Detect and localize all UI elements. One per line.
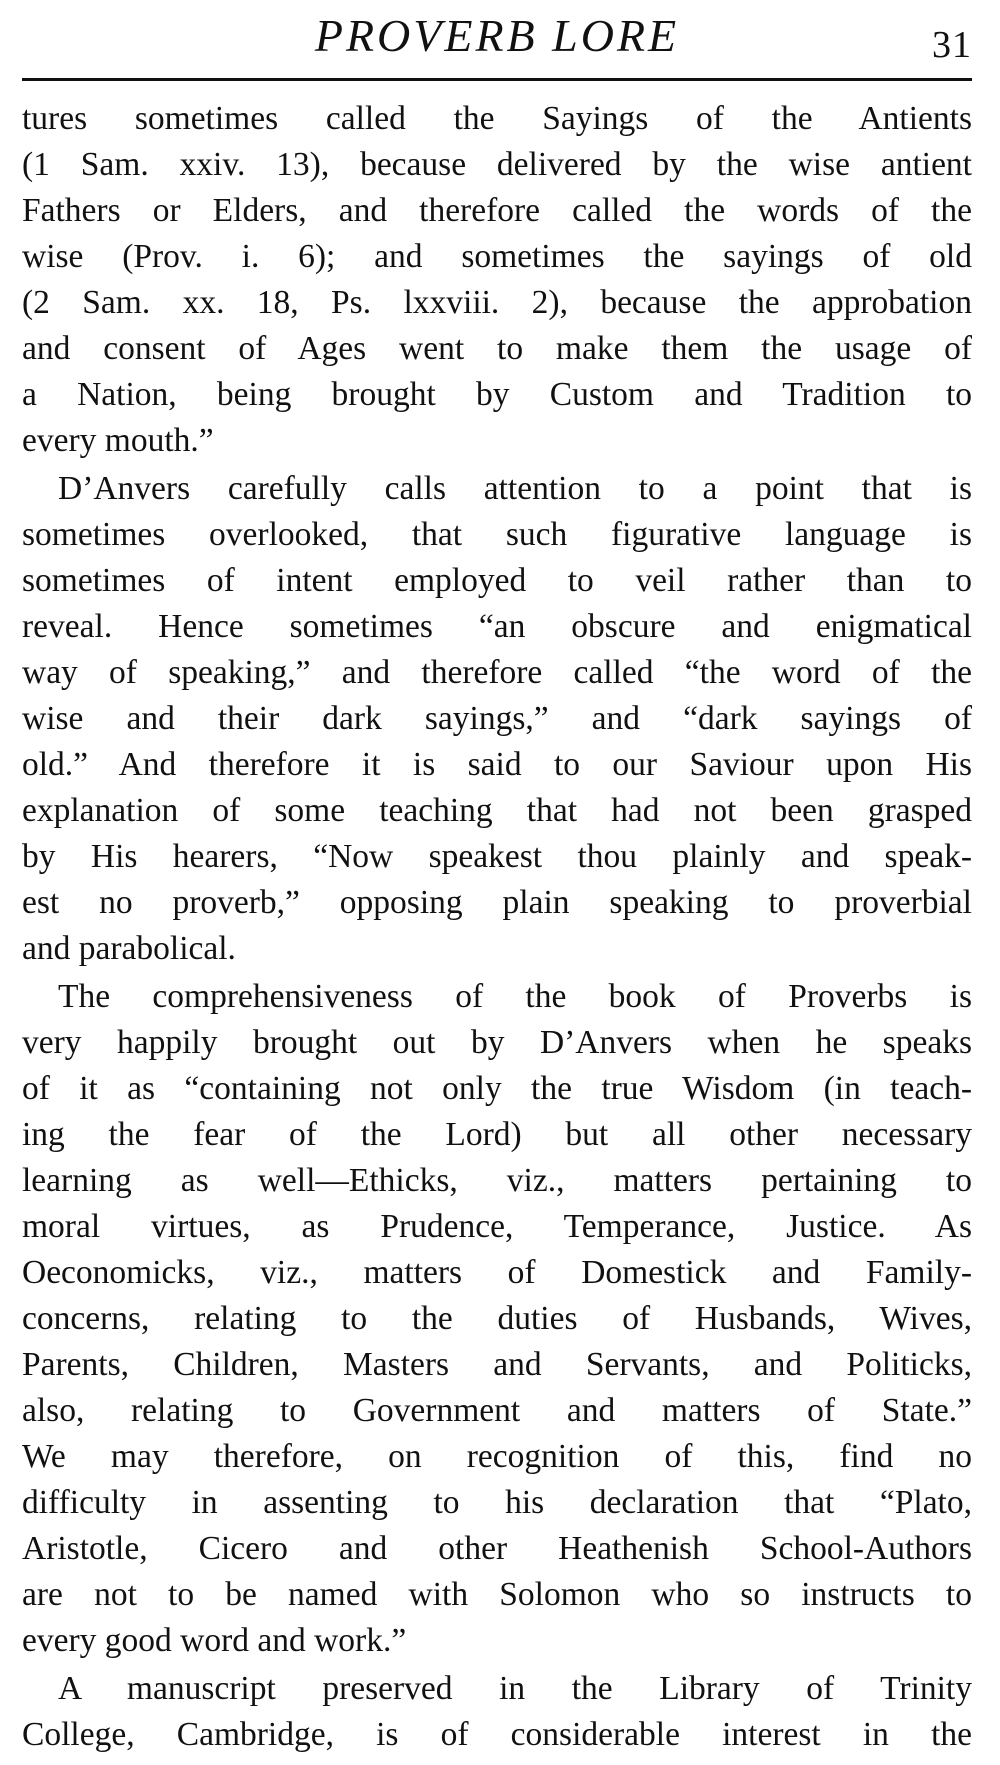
text-line: explanation of some teaching that had not been grasped — [22, 792, 972, 829]
text-line: We may therefore, on recognition of this, find no — [22, 1438, 972, 1475]
paragraph — [22, 466, 972, 972]
paragraph — [22, 96, 972, 464]
text-line: wise (Prov. i. 6); and sometimes the sayings of old — [22, 238, 972, 275]
text-line: Parents, Children, Masters and Servants, and Politicks, — [22, 1346, 972, 1383]
text-line: very happily brought out by D’Anvers when he speaks — [22, 1024, 972, 1061]
header-rule — [22, 78, 972, 81]
text-line: Aristotle, Cicero and other Heathenish School-Authors — [22, 1530, 972, 1567]
text-line: of it as “containing not only the true Wisdom (in teach- — [22, 1070, 972, 1107]
text-line: old.” And therefore it is said to our Saviour upon His — [22, 746, 972, 783]
text-line: learning as well—Ethicks, viz., matters pertaining to — [22, 1162, 972, 1199]
page-number: 31 — [932, 24, 972, 66]
text-line: difficulty in assenting to his declaration that “Plato, — [22, 1484, 972, 1521]
text-line: Oeconomicks, viz., matters of Domestick and Family- — [22, 1254, 972, 1291]
text-line: way of speaking,” and therefore called “the word of the — [22, 654, 972, 691]
body-text — [22, 96, 972, 1758]
text-line: and parabolical. — [22, 930, 236, 967]
text-line: by His hearers, “Now speakest thou plainly and speak- — [22, 838, 972, 875]
text-line: moral virtues, as Prudence, Temperance, Justice. As — [22, 1208, 972, 1245]
text-line: are not to be named with Solomon who so instructs to — [22, 1576, 972, 1613]
text-line: sometimes of intent employed to veil rather than to — [22, 562, 972, 599]
running-head — [22, 6, 972, 76]
running-title: PROVERB LORE — [314, 10, 680, 61]
text-line: wise and their dark sayings,” and “dark sayings of — [22, 700, 972, 737]
text-line: every good word and work.” — [22, 1622, 407, 1659]
text-line: concerns, relating to the duties of Husbands, Wives, — [22, 1300, 972, 1337]
text-line: Fathers or Elders, and therefore called the words of the — [22, 192, 972, 229]
text-line: sometimes overlooked, that such figurative language is — [22, 516, 972, 553]
text-line: reveal. Hence sometimes “an obscure and enigmatical — [22, 608, 972, 645]
text-line: ing the fear of the Lord) but all other necessary — [22, 1116, 972, 1153]
text-line: a Nation, being brought by Custom and Tradition to — [22, 376, 972, 413]
text-line: (2 Sam. xx. 18, Ps. lxxviii. 2), because the approbation — [22, 284, 972, 321]
text-line: A manuscript preserved in the Library of Trinity — [58, 1670, 972, 1707]
text-line: College, Cambridge, is of considerable interest in the — [22, 1716, 972, 1753]
text-line: and consent of Ages went to make them the usage of — [22, 330, 972, 367]
text-line: The comprehensiveness of the book of Proverbs is — [58, 978, 972, 1015]
text-line: tures sometimes called the Sayings of the Antients — [22, 100, 972, 137]
paragraph — [22, 974, 972, 1664]
text-line: est no proverb,” opposing plain speaking to proverbial — [22, 884, 972, 921]
paragraph — [22, 1666, 972, 1758]
text-line: D’Anvers carefully calls attention to a point that is — [58, 470, 972, 507]
text-line: every mouth.” — [22, 422, 214, 459]
text-line: (1 Sam. xxiv. 13), because delivered by the wise antient — [22, 146, 972, 183]
text-line: also, relating to Government and matters of State.” — [22, 1392, 972, 1429]
